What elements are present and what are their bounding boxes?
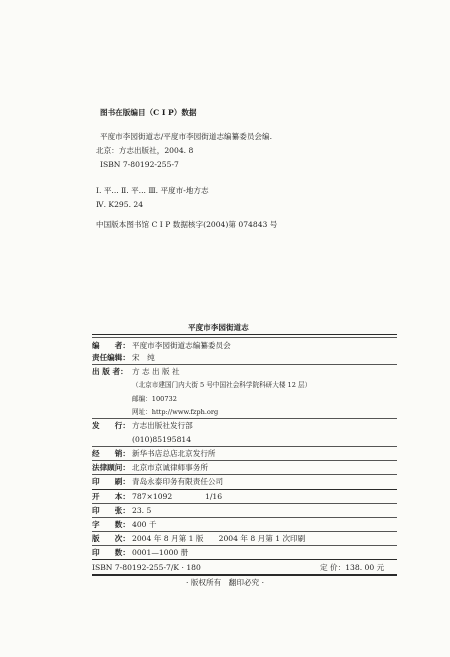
- rule-legal: [92, 474, 397, 475]
- legal-value: 北京市京诚律师事务所: [132, 463, 208, 472]
- sheets-label: 印 张：: [92, 506, 130, 515]
- rule-format: [92, 503, 397, 504]
- rule-words: [92, 531, 397, 532]
- rule-bottom: [92, 574, 397, 576]
- rule-retail: [92, 460, 397, 461]
- responsible-editor-value: 宋 纯: [132, 353, 155, 362]
- rule-top: [92, 334, 397, 335]
- rule-edition: [92, 545, 397, 546]
- distribution-phone: (010)85195814: [132, 435, 192, 444]
- cip-publisher-line: 北京：方志出版社，2004. 8: [96, 146, 194, 155]
- cip-subjects: Ⅰ. 平... Ⅱ. 平... Ⅲ. 平度市-地方志: [96, 186, 209, 195]
- print-run-value: 0001—1000 册: [132, 548, 189, 557]
- sheets-value: 23. 5: [132, 506, 152, 515]
- print-run-label: 印 数：: [92, 548, 130, 557]
- format-label: 开 本：: [92, 492, 130, 501]
- distribution-label: 发 行：: [92, 421, 130, 430]
- printer-label: 印 刷：: [92, 477, 130, 486]
- publisher-label: 出 版 者：: [92, 367, 128, 376]
- rule-editor: [92, 364, 397, 365]
- rule-distribution: [92, 446, 397, 447]
- retail-label: 经 销：: [92, 449, 130, 458]
- isbn-full: ISBN 7-80192-255-7/K · 180: [92, 563, 201, 572]
- rule-print-run: [92, 559, 397, 560]
- rights-notice: · 版权所有 翻印必究 ·: [186, 578, 264, 587]
- cip-classification: Ⅳ. K295. 24: [96, 200, 144, 209]
- publisher-website: 网址：http://www.fzph.org: [132, 408, 219, 416]
- responsible-editor-label: 责任编辑：: [92, 353, 130, 362]
- rule-printer: [92, 489, 397, 490]
- format-fraction: 1/16: [205, 492, 223, 501]
- legal-label: 法律顾问：: [92, 463, 130, 472]
- words-value: 400 千: [132, 520, 157, 529]
- rule-top-inner: [92, 337, 397, 338]
- rule-sheets: [92, 517, 397, 518]
- words-label: 字 数：: [92, 520, 130, 529]
- editor-label: 编 者：: [92, 341, 130, 350]
- distribution-value: 方志出版社发行部: [132, 421, 193, 430]
- format-value: 787×1092: [132, 492, 173, 501]
- rule-publisher: [92, 418, 397, 419]
- price: 定 价：138. 00 元: [320, 563, 385, 572]
- retail-value: 新华书店总店北京发行所: [132, 449, 216, 458]
- cip-title-line: 平度市李园街道志/平度市李园街道志编纂委员会编.: [100, 132, 273, 141]
- cip-data-number: 中国版本图书馆 C I P 数据核字(2004)第 074843 号: [96, 220, 278, 229]
- cip-isbn: ISBN 7-80192-255-7: [100, 160, 179, 169]
- publisher-value: 方 志 出 版 社: [132, 367, 180, 376]
- printer-value: 青岛永泰印务有限责任公司: [132, 477, 224, 486]
- edition-value: 2004 年 8 月第 1 版 2004 年 8 月第 1 次印刷: [132, 534, 306, 543]
- book-title: 平度市李园街道志: [188, 323, 249, 332]
- cip-heading: 图书在版编目（C I P）数据: [100, 108, 197, 117]
- editor-value: 平度市李园街道志编纂委员会: [132, 341, 231, 350]
- edition-label: 版 次：: [92, 534, 130, 543]
- publisher-postcode: 邮编：100732: [132, 395, 177, 403]
- publisher-address: （北京市建国门内大街 5 号中国社会科学院科研大楼 12 层）: [132, 381, 312, 389]
